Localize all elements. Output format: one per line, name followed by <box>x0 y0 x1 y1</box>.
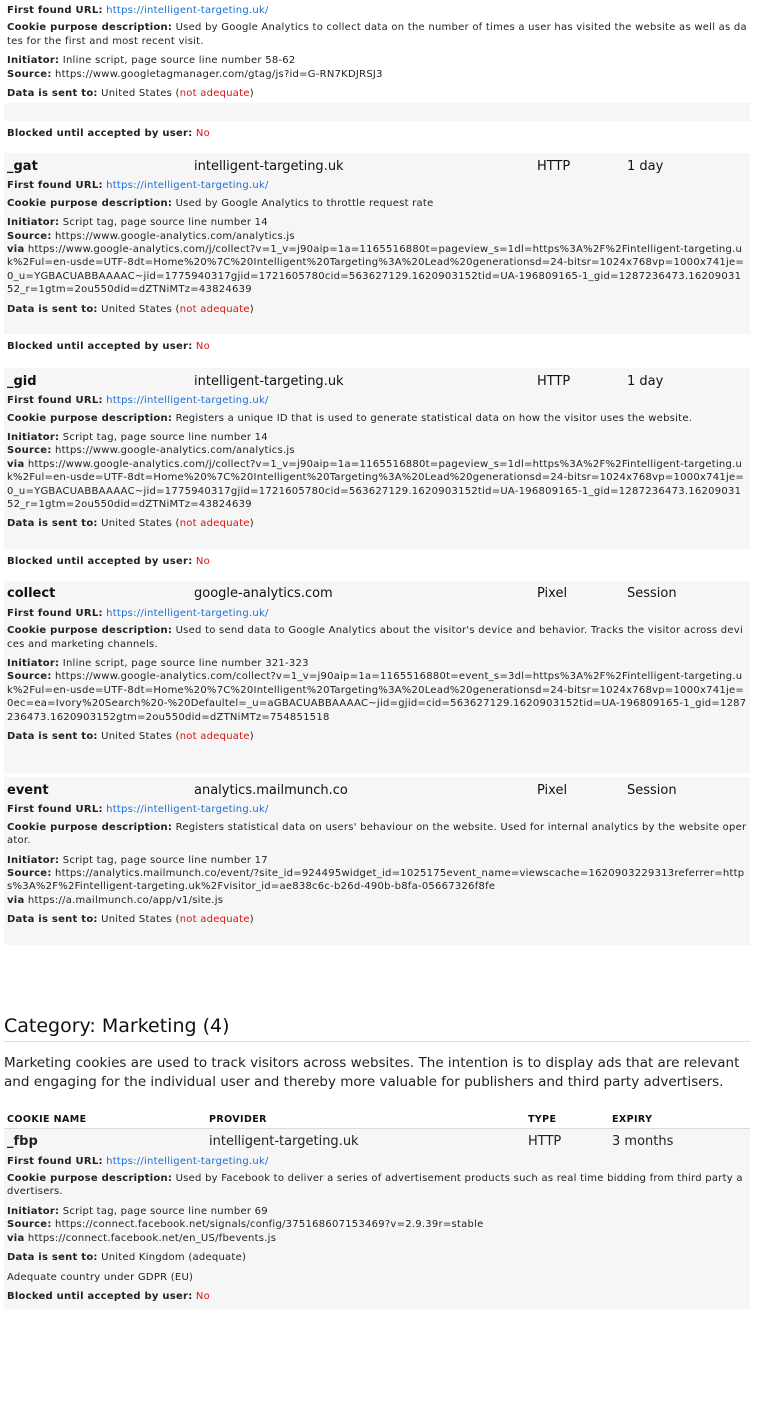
cookie-name: _fbp <box>7 1134 38 1150</box>
cookie-type: HTTP <box>537 373 571 389</box>
first-found-line: First found URL: https://intelligent-targeting.uk/ <box>7 180 269 192</box>
first-found-line: First found URL: https://intelligent-targeting.uk/ <box>7 5 269 16</box>
first-found-link[interactable]: https://intelligent-targeting.uk/ <box>106 1155 269 1167</box>
initiator-line: Initiator: Script tag, page source line number 69 <box>7 1205 268 1217</box>
sent-to-line: Data is sent to: United States (not adequate) <box>7 518 254 530</box>
source-line: Source: https://connect.facebook.net/signals/config/375168607153469?v=2.9.39r=stable <box>7 1219 484 1231</box>
cookie-card-gid <box>4 368 750 549</box>
col-provider: PROVIDER <box>209 1113 267 1125</box>
cookie-card-collect <box>4 581 750 774</box>
initiator-line: Initiator: Script tag, page source line number 17 <box>7 854 268 866</box>
cookie-expiry: 3 months <box>612 1134 674 1150</box>
blocked-line: Blocked until accepted by user: No <box>4 549 750 575</box>
purpose-line: Cookie purpose description: Used by Google Analytics to collect data on the number of times a user has visited the website as well as dates for the first and most recent visit. <box>7 22 747 47</box>
adequacy-status: not adequate <box>179 88 250 100</box>
first-found-line: First found URL: https://intelligent-targeting.uk/ <box>7 1155 269 1167</box>
sent-to-line: Data is sent to: United States (not adequate) <box>7 303 254 315</box>
cookie-provider: intelligent-targeting.uk <box>209 1134 359 1150</box>
cookie-row <box>7 1129 747 1155</box>
source-line: Source: https://analytics.mailmunch.co/event/?site_id=924495widget_id=1025175event_name=viewscache=1620903229313referrer=https%3A%2F%2Fintelligent-targeting.uk%2Fvisitor_id=ae838c6c-b26d-490b-b8fa-05667326f8fe <box>7 868 745 893</box>
sent-to-line: Data is sent to: United States (not adequate) <box>7 914 254 926</box>
blocked-line: Blocked until accepted by user: No <box>7 1290 210 1302</box>
first-found-link[interactable]: https://intelligent-targeting.uk/ <box>106 180 269 192</box>
cookie-provider: analytics.mailmunch.co <box>194 782 348 798</box>
cookie-expiry: 1 day <box>627 373 664 389</box>
source-line: Source: https://www.google-analytics.com/analytics.js <box>7 445 295 457</box>
purpose-line: Cookie purpose description: Used to send data to Google Analytics about the visitor's device and behavior. Tracks the visitor across devices and marketing channels. <box>7 625 743 650</box>
cookie-card-gat <box>4 153 750 334</box>
via-line: via https://a.mailmunch.co/app/v1/site.js <box>7 894 224 906</box>
blocked-line: Blocked until accepted by user: No <box>4 334 750 360</box>
sent-to-line: Data is sent to: United Kingdom (adequate) <box>7 1252 247 1264</box>
adequacy-status: not adequate <box>179 914 250 926</box>
source-line: Source: https://www.googletagmanager.com/gtag/js?id=G-RN7KDJRSJ3 <box>7 68 383 80</box>
cookie-card-event <box>4 777 750 944</box>
cookie-card <box>4 0 750 100</box>
cookie-card-fbp <box>4 1129 750 1310</box>
via-line: via https://www.google-analytics.com/j/collect?v=1_v=j90aip=1a=1165516880t=pageview_s=1dl=https%3A%2F%2Fintelligent-targeting.uk%2Ful=en-usde=UTF-8dt=Home%20%7C%20Intelligent%20Targeting%3A%20Lead%20generationsd=24-bitsr=1024x768vp=1000x741je=0_u=YGBACUABBAAAAC~jid=1775940317gjid=1721605780cid=563627129.1620903152tid=UA-196809165-1_gid=1287236473.1620903152_r=1gtm=2ou550did=dZTNiMTz=43824639 <box>7 244 745 296</box>
adequacy-status: not adequate <box>179 731 250 742</box>
via-line: via https://www.google-analytics.com/j/collect?v=1_v=j90aip=1a=1165516880t=pageview_s=1dl=https%3A%2F%2Fintelligent-targeting.uk%2Ful=en-usde=UTF-8dt=Home%20%7C%20Intelligent%20Targeting%3A%20Lead%20generationsd=24-bitsr=1024x768vp=1000x741je=0_u=YGBACUABBAAAAC~jid=1775940317gjid=1721605780cid=563627129.1620903152tid=UA-196809165-1_gid=1287236473.1620903152_r=1gtm=2ou550did=dZTNiMTz=43824639 <box>7 458 745 510</box>
cookie-name: _gat <box>7 158 38 174</box>
purpose-line: Cookie purpose description: Registers a unique ID that is used to generate statistical data on how the visitor uses the website. <box>7 412 693 424</box>
adequacy-status: not adequate <box>179 303 250 315</box>
sent-to-line: Data is sent to: United States (not adequate) <box>7 731 254 742</box>
first-found-link[interactable]: https://intelligent-targeting.uk/ <box>106 607 269 619</box>
cookie-name: collect <box>7 586 56 602</box>
first-found-link[interactable]: https://intelligent-targeting.uk/ <box>106 395 269 407</box>
blocked-line: Blocked until accepted by user: No <box>4 121 750 147</box>
source-line: Source: https://www.google-analytics.com/collect?v=1_v=j90aip=1a=1165516880t=event_s=3dl=https%3A%2F%2Fintelligent-targeting.uk%2Ful=en-usde=UTF-8dt=Home%20%7C%20Intelligent%20Targeting%3A%20Lead%20generationsd=24-bitsr=1024x768vp=1000x741je=0ec=ea=Ivory%20Search%20-%20Defaultel=_u=aGBACUABBAAAAC~jid=gjid=cid=563627129.1620903152tid=UA-196809165-1_gid=1287236473.1620903152gtm=2ou550did=dZTNiMTz=754851518 <box>7 671 747 723</box>
cookie-row <box>7 581 747 607</box>
cookie-type: HTTP <box>537 158 571 174</box>
purpose-line: Cookie purpose description: Used by Google Analytics to throttle request rate <box>7 197 434 209</box>
initiator-line: Initiator: Script tag, page source line number 14 <box>7 431 268 443</box>
purpose-line: Cookie purpose description: Used by Facebook to deliver a series of advertisement products such as real time bidding from third party advertisers. <box>7 1173 743 1198</box>
first-found-link[interactable]: https://intelligent-targeting.uk/ <box>106 804 269 816</box>
cookie-row <box>7 153 747 179</box>
cookie-row <box>7 368 747 394</box>
initiator-line: Initiator: Script tag, page source line number 14 <box>7 217 268 229</box>
first-found-line: First found URL: https://intelligent-targeting.uk/ <box>7 607 269 619</box>
cookie-table-header <box>4 1114 750 1125</box>
cookie-row <box>7 777 747 803</box>
cookie-name: _gid <box>7 373 37 389</box>
cookie-type: HTTP <box>528 1134 562 1150</box>
sent-to-line: Data is sent to: United States (not adequate) <box>7 88 254 100</box>
cookie-provider: intelligent-targeting.uk <box>194 373 344 389</box>
col-expiry: EXPIRY <box>612 1113 653 1125</box>
first-found-link[interactable]: https://intelligent-targeting.uk/ <box>106 5 269 16</box>
cookie-expiry: Session <box>627 782 677 798</box>
adequacy-status: not adequate <box>179 518 250 530</box>
cookie-expiry: Session <box>627 586 677 602</box>
gdpr-note: Adequate country under GDPR (EU) <box>7 1271 194 1283</box>
col-type: TYPE <box>528 1113 557 1125</box>
cookie-type: Pixel <box>537 586 568 602</box>
purpose-line: Cookie purpose description: Registers statistical data on users' behaviour on the website. Used for internal analytics by the website operator. <box>7 821 747 847</box>
category-title: Category: Marketing (4) <box>4 1014 230 1037</box>
initiator-line: Initiator: Inline script, page source line number 321-323 <box>7 657 309 669</box>
cookie-type: Pixel <box>537 782 568 798</box>
col-cookie-name: COOKIE NAME <box>7 1113 87 1125</box>
cookie-provider: intelligent-targeting.uk <box>194 158 344 174</box>
source-line: Source: https://www.google-analytics.com/analytics.js <box>7 230 295 242</box>
cookie-name: event <box>7 782 49 798</box>
cookie-provider: google-analytics.com <box>194 586 333 602</box>
first-found-line: First found URL: https://intelligent-targeting.uk/ <box>7 804 269 816</box>
cookie-expiry: 1 day <box>627 158 664 174</box>
first-found-line: First found URL: https://intelligent-targeting.uk/ <box>7 395 269 407</box>
initiator-line: Initiator: Inline script, page source line number 58-62 <box>7 55 296 67</box>
via-line: via https://connect.facebook.net/en_US/fbevents.js <box>7 1232 277 1244</box>
category-description: Marketing cookies are used to track visitors across websites. The intention is to display ads that are relevant and engaging for the individual user and thereby more valuable for publishers and third party advertisers. <box>4 1054 740 1090</box>
